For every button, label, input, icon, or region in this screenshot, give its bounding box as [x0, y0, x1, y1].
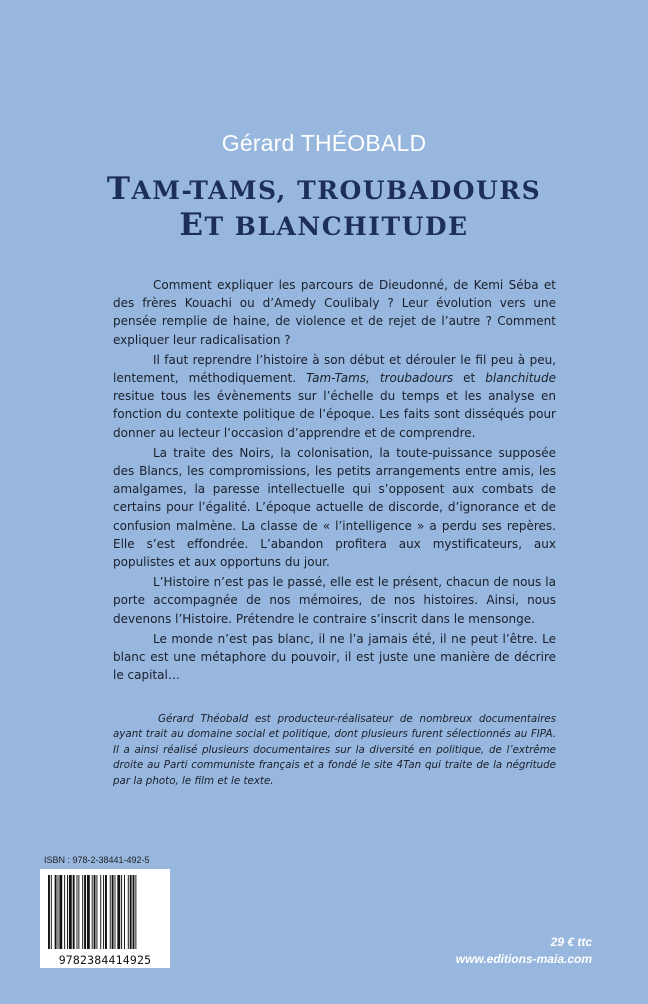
barcode-bar [69, 875, 72, 949]
blurb-paragraph-4: L’Histoire n’est pas le passé, elle est le présent, chacun de nous la porte accompagnée de nos mémoires, de nos histoires. Ainsi, nous devenons l’Histoire. Prétendre le contraire s’inscrit dans le mensonge. [113, 575, 556, 626]
back-cover-blurb [113, 276, 556, 686]
barcode-bar [100, 875, 101, 949]
barcode-bar [64, 875, 65, 949]
barcode-bar [59, 875, 62, 949]
barcode-bar [105, 875, 107, 949]
barcode-bar [96, 875, 97, 949]
title-line-1-initial: T [106, 171, 132, 207]
barcode-bar [121, 875, 122, 949]
author-name: Gérard THÉOBALD [221, 130, 427, 156]
blurb-p2-conjunction: et [453, 371, 486, 386]
barcode-bar [48, 875, 50, 949]
blurb-p2-end: resitue tous les évènements sur l’échelle du temps et les analyse en fonction du contexte politique de l’époque. Les faits sont disséqués pour donner au lecteur l’occasion d’apprendre et de comprendre. [113, 389, 556, 440]
blurb-p2-title-part-2: blanchitude [485, 371, 557, 386]
barcode-bar [51, 875, 52, 949]
book-title [0, 172, 648, 244]
barcode-bar [110, 875, 111, 949]
blurb-p2-start: Il faut reprendre l’histoire à son début et dérouler le fil peu à peu, lentement, méthodiquement. [113, 352, 556, 386]
blurb-paragraph-1: Comment expliquer les parcours de Dieudonné, de Kemi Séba et des frères Kouachi ou d’Amedy Coulibaly ? Leur évolution vers une pensée remplie de haine, de violence et de rejet de l’autre ? Comment expliquer leur radicalisation ? [113, 278, 556, 347]
barcode-bar [103, 875, 104, 949]
barcode-bar [55, 875, 57, 949]
barcode-bar [87, 875, 90, 949]
barcode [40, 869, 170, 968]
blurb-p2-title-part-1: Tam-Tams, troubadours [306, 371, 454, 386]
barcode-bar [135, 875, 136, 949]
barcode-bar [133, 875, 135, 949]
publisher-website: www.editions-maia.com [455, 952, 592, 966]
isbn-label: ISBN : 978-2-38441-492-5 [44, 855, 150, 865]
barcode-bar [94, 875, 96, 949]
barcode-bars [46, 875, 164, 951]
barcode-bar [84, 875, 86, 949]
barcode-bar [92, 875, 93, 949]
blurb-paragraph-5: Le monde n’est pas blanc, il ne l’a jamais été, il ne peut l’être. Le blanc est une métaphore du pouvoir, il est juste une manière de décrire le capital… [113, 631, 556, 683]
title-line-2 [0, 208, 648, 244]
barcode-bar [124, 875, 125, 949]
barcode-bar [82, 875, 83, 949]
barcode-bar [73, 875, 75, 949]
title-line-2-rest: T BLANCHITUDE [204, 212, 469, 241]
title-line-2-initial: E [179, 207, 205, 243]
barcode-bar [67, 875, 68, 949]
barcode-bar [117, 875, 120, 949]
barcode-bar [130, 875, 132, 949]
title-line-1-rest: AM-TAMS, TROUBADOURS [131, 176, 542, 205]
barcode-digits: 9782384414925 [58, 953, 152, 967]
barcode-bar [115, 875, 116, 949]
barcode-bar [58, 875, 59, 949]
barcode-bar [112, 875, 114, 949]
blurb-paragraph-3: La traite des Noirs, la colonisation, la toute-puissance supposée des Blancs, les compromissions, les petits arrangements entre amis, les amalgames, la paresse intellectuelle qui s’opposent aux combats de certains pour l’égalité. L’époque actuelle de discorde, d’ignorance et de confusion malmène. La classe de « l’intelligence » a perdu ses repères. Elle s’est effondrée. L’abandon profitera aux mystificateurs, aux populistes et aux opportuns du jour. [113, 445, 556, 570]
price: 29 € ttc [550, 935, 592, 949]
barcode-bar [78, 875, 79, 949]
title-line-1 [0, 172, 648, 208]
barcode-bar [128, 875, 129, 949]
author-bio-text: Gérard Théobald est producteur-réalisateur de nombreux documentaires ayant trait au domaine social et politique, dont plusieurs furent sélectionnés au FIPA. Il a ainsi réalisé plusieurs documentaires sur la diversité en politique, de l’extrême droite au Parti communiste français et a fondé le site 4Tan qui traite de la négritude par la photo, le film et le texte. [113, 713, 556, 787]
barcode-bar [77, 875, 78, 949]
blurb-paragraph-2 [113, 351, 556, 442]
author-bio [113, 712, 556, 789]
